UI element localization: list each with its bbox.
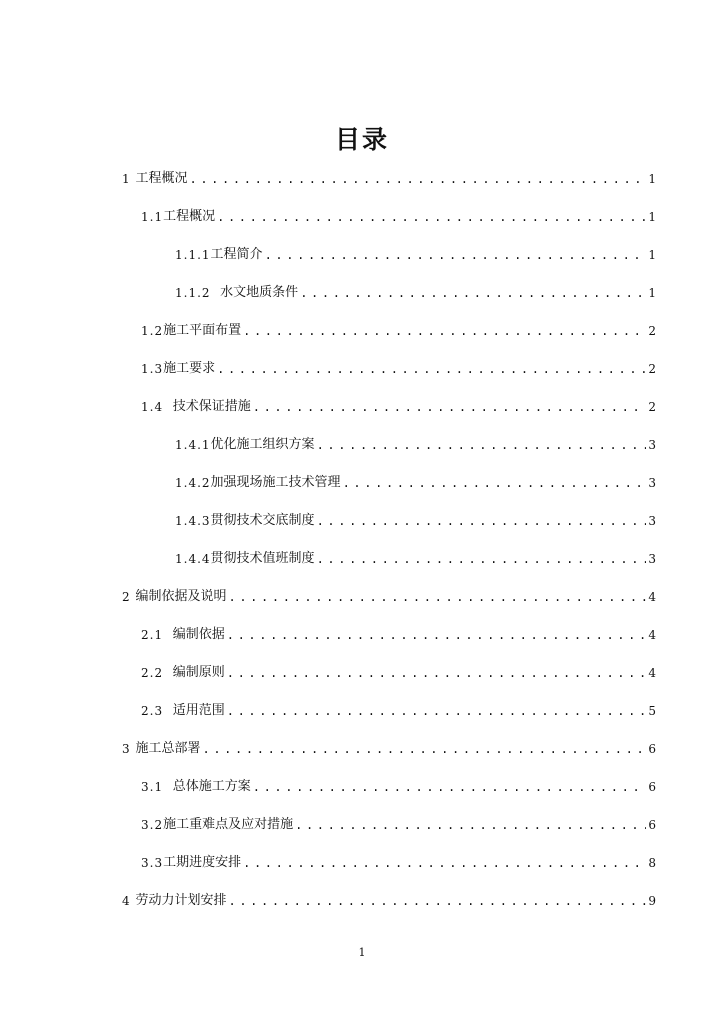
toc-entry-text: 水文地质条件 (220, 285, 299, 300)
toc-entry-page: 4 (648, 666, 656, 680)
toc-entry-number: 4 (122, 894, 136, 908)
toc-entry[interactable] (175, 507, 656, 529)
toc-entry-number: 1.1.2 (175, 286, 221, 300)
toc-entry[interactable] (141, 355, 656, 377)
toc-entry-text: 技术保证措施 (172, 399, 251, 414)
toc-entry-number: 1.4.2 (175, 476, 211, 490)
toc-entry-text: 贯彻技术值班制度 (210, 551, 315, 566)
toc-entry-number: 1.2 (141, 324, 164, 338)
toc-entry[interactable] (141, 849, 656, 871)
toc-dot-leader (343, 475, 647, 491)
toc-entry-number: 1.4.1 (175, 438, 211, 452)
toc-entry-text: 工程简介 (210, 247, 263, 262)
toc-dot-leader (228, 589, 646, 605)
toc-entry-page: 8 (648, 856, 656, 870)
toc-entry-page: 3 (648, 552, 656, 566)
toc-entry-text: 总体施工方案 (172, 779, 251, 794)
toc-entry[interactable] (175, 469, 656, 491)
toc-entry-number: 1.4 (141, 400, 173, 414)
toc-entry-page: 2 (648, 324, 656, 338)
toc-entry[interactable] (141, 203, 656, 225)
toc-entry[interactable] (175, 241, 656, 263)
toc-entry-text: 优化施工组织方案 (210, 437, 315, 452)
page-number: 1 (358, 946, 366, 959)
toc-entry-number: 1.1 (141, 210, 164, 224)
toc-entry-page: 6 (648, 818, 656, 832)
toc-entry-text: 施工总部署 (135, 741, 201, 756)
toc-entry-text: 贯彻技术交底制度 (210, 513, 315, 528)
toc-entry[interactable] (122, 583, 656, 605)
toc-dot-leader (317, 551, 647, 567)
toc-dot-leader (217, 209, 646, 225)
toc-entry-page: 1 (648, 210, 656, 224)
toc-entry-page: 9 (648, 894, 656, 908)
toc-dot-leader (227, 627, 647, 643)
toc-entry-page: 1 (648, 286, 656, 300)
toc-entry-number: 2 (122, 590, 136, 604)
toc-entry-number: 2.3 (141, 704, 173, 718)
toc-entry-page: 3 (648, 514, 656, 528)
toc-entry-page: 3 (648, 438, 656, 452)
toc-entry-number: 2.2 (141, 666, 173, 680)
toc-entry[interactable] (122, 735, 656, 757)
toc-entry-number: 3.3 (141, 856, 164, 870)
toc-title: 目录 (334, 125, 389, 154)
toc-entry-number: 1.4.3 (175, 514, 211, 528)
toc-entry-text: 施工重难点及应对措施 (163, 817, 294, 832)
toc-entry-number: 1.1.1 (175, 248, 211, 262)
toc-entry-page: 6 (648, 780, 656, 794)
toc-dot-leader (253, 779, 647, 795)
toc-entry-text: 工程概况 (135, 171, 188, 186)
toc-dot-leader (217, 361, 646, 377)
toc-entry-page: 1 (648, 172, 656, 186)
toc-dot-leader (265, 247, 647, 263)
toc-entry[interactable] (141, 659, 656, 681)
toc-entry-number: 3 (122, 742, 136, 756)
toc-entry-text: 适用范围 (172, 703, 225, 718)
toc-entry-text: 编制依据 (172, 627, 225, 642)
toc-entry-page: 1 (648, 248, 656, 262)
toc-dot-leader (300, 285, 646, 301)
toc-entry-text: 工期进度安排 (163, 855, 242, 870)
toc-entry-text: 工程概况 (163, 209, 216, 224)
toc-dot-leader (317, 513, 647, 529)
toc-entry[interactable] (175, 431, 656, 453)
toc-entry-number: 3.2 (141, 818, 164, 832)
toc-dot-leader (189, 171, 646, 187)
toc-entry-page: 6 (648, 742, 656, 756)
toc-dot-leader (317, 437, 647, 453)
toc-entry[interactable] (122, 887, 656, 909)
toc-entry-text: 施工平面布置 (163, 323, 242, 338)
toc-entry-number: 1.4.4 (175, 552, 211, 566)
toc-entry-page: 4 (648, 628, 656, 642)
toc-entry-page: 5 (648, 704, 656, 718)
toc-entry[interactable] (141, 621, 656, 643)
toc-entry[interactable] (141, 697, 656, 719)
toc-entry-text: 施工要求 (163, 361, 216, 376)
toc-entry-number: 3.1 (141, 780, 173, 794)
toc-entry-text: 加强现场施工技术管理 (210, 475, 341, 490)
toc-entry[interactable] (141, 317, 656, 339)
toc-dot-leader (243, 855, 646, 871)
toc-entry-page: 2 (648, 400, 656, 414)
toc-entry-text: 劳动力计划安排 (135, 893, 227, 908)
toc-entry[interactable] (122, 165, 656, 187)
toc-entry[interactable] (141, 393, 656, 415)
toc-dot-leader (228, 893, 646, 909)
toc-entry-page: 2 (648, 362, 656, 376)
toc-dot-leader (202, 741, 646, 757)
toc-entry-page: 3 (648, 476, 656, 490)
toc-dot-leader (227, 665, 647, 681)
toc-entry-number: 1 (122, 172, 136, 186)
toc-entry[interactable] (175, 545, 656, 567)
toc-entry-number: 1.3 (141, 362, 164, 376)
toc-entry-number: 2.1 (141, 628, 173, 642)
toc-entry-page: 4 (648, 590, 656, 604)
toc-entry[interactable] (141, 811, 656, 833)
toc-entry[interactable] (141, 773, 656, 795)
toc-entry[interactable] (175, 279, 656, 301)
toc-dot-leader (243, 323, 646, 339)
toc-dot-leader (295, 817, 646, 833)
toc-dot-leader (253, 399, 647, 415)
toc-entry-text: 编制依据及说明 (135, 589, 227, 604)
toc-dot-leader (227, 703, 647, 719)
toc-entry-text: 编制原则 (172, 665, 225, 680)
